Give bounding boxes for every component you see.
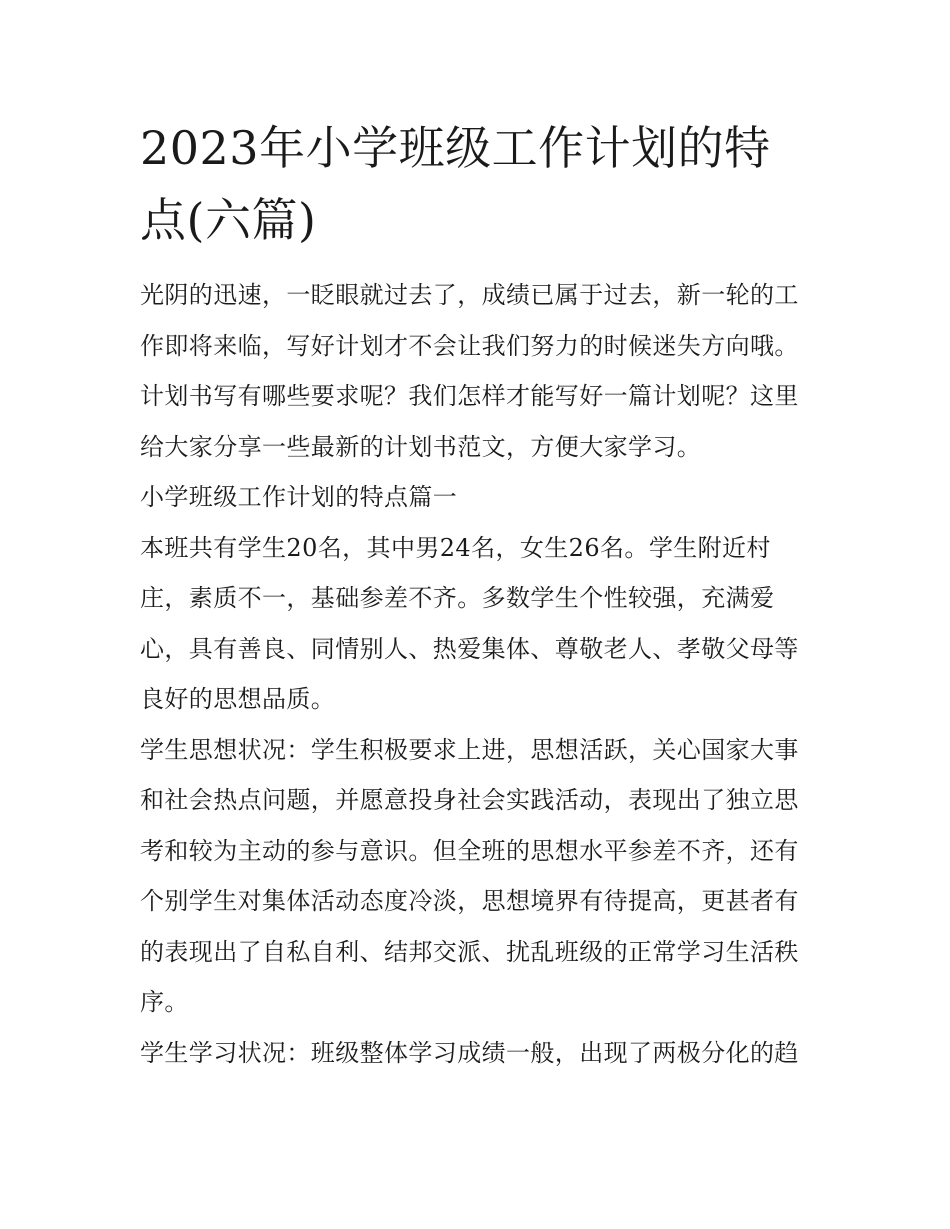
paragraph-line: 光阴的迅速，一眨眼就过去了，成绩已属于过去，新一轮的工 [140, 281, 799, 309]
paragraph-line: 序。 [140, 988, 189, 1016]
paragraph-line: 本班共有学生20名，其中男24名，女生26名。学生附近村 [140, 533, 771, 562]
paragraph-line: 学生学习状况：班级整体学习成绩一般，出现了两极分化的趋 [140, 1038, 799, 1067]
paragraph-line: 个别学生对集体活动态度冷淡，思想境界有待提高，更甚者有 [140, 887, 799, 915]
paragraph-line: 作即将来临，写好计划才不会让我们努力的时候迷失方向哦。 [140, 331, 799, 360]
paragraph-line: 学生思想状况：学生积极要求上进，思想活跃，关心国家大事 [140, 735, 799, 764]
class-overview-paragraph [140, 523, 820, 725]
title-line-1: 2023年小学班级工作计划的特 [140, 121, 771, 175]
paragraph-line: 和社会热点问题，并愿意投身社会实践活动，表现出了独立思 [140, 786, 799, 814]
paragraph-line: 考和较为主动的参与意识。但全班的思想水平参差不齐，还有 [140, 836, 799, 865]
paragraph-line: 的表现出了自私自利、结邦交派、扰乱班级的正常学习生活秩 [140, 937, 799, 966]
thought-status-paragraph [140, 725, 820, 1028]
paragraph-line: 给大家分享一些最新的计划书范文，方便大家学习。 [140, 432, 702, 461]
paragraph-line: 心，具有善良、同情别人、热爱集体、尊敬老人、孝敬父母等 [140, 634, 799, 663]
document-page [140, 112, 820, 1078]
study-status-paragraph [140, 1028, 820, 1079]
paragraph-line: 良好的思想品质。 [140, 685, 336, 713]
paragraph-line: 庄，素质不一，基础参差不齐。多数学生个性较强，充满爱 [140, 584, 775, 612]
document-title [140, 112, 820, 256]
section-heading [140, 472, 820, 523]
intro-paragraph [140, 270, 820, 472]
paragraph-line: 计划书写有哪些要求呢？我们怎样才能写好一篇计划呢？这里 [140, 382, 799, 410]
section-heading-text: 小学班级工作计划的特点篇一 [140, 483, 458, 511]
title-line-2: 点(六篇) [140, 193, 317, 247]
